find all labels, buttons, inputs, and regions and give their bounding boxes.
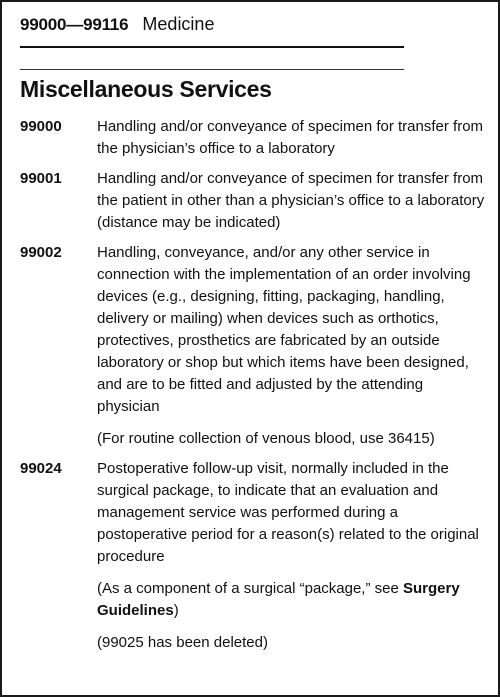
guidelines-reference: Surgery Guidelines — [97, 580, 460, 619]
code-entry-99000 — [20, 116, 486, 160]
code-range: 99000—99116 — [20, 15, 129, 34]
running-head — [20, 12, 214, 37]
procedure-code: 99001 — [20, 170, 62, 187]
note-suffix: ) — [173, 602, 179, 619]
coding-note — [97, 578, 486, 622]
description-text: Handling and/or conveyance of specimen for transfer from the physician’s office to a laboratory — [97, 118, 484, 157]
description-text: Handling and/or conveyance of specimen for transfer from the patient in other than a physician’s office to a laboratory (distance may be indicated) — [97, 170, 485, 231]
section-title: Miscellaneous Services — [20, 76, 272, 102]
coding-note: (For routine collection of venous blood, use 36415) — [97, 430, 435, 447]
description-text: Postoperative follow-up visit, normally included in the surgical package, to indicate that an evaluation and management service was performed during a postoperative period for a reason(s) related to the original procedure — [97, 460, 479, 565]
procedure-code: 99002 — [20, 244, 62, 261]
procedure-code: 99000 — [20, 118, 62, 135]
procedure-description — [97, 168, 486, 234]
deleted-code-note: (99025 has been deleted) — [97, 634, 268, 651]
section-rule — [20, 69, 404, 70]
note-prefix: (As a component of a surgical “package,” see — [97, 580, 403, 597]
chapter-title: Medicine — [142, 14, 215, 34]
procedure-description — [97, 458, 486, 654]
code-entry-99001 — [20, 168, 486, 234]
procedure-description — [97, 116, 486, 160]
code-entry-99002 — [20, 242, 486, 450]
header-rule — [20, 46, 404, 48]
code-entries — [20, 116, 486, 662]
code-entry-99024 — [20, 458, 486, 654]
procedure-code: 99024 — [20, 460, 62, 477]
procedure-description — [97, 242, 486, 450]
description-text: Handling, conveyance, and/or any other service in connection with the implementation of an order involving devices (e.g., designing, fitting, packaging, handling, delivery or mailing) when devices such as orthotics, protectives, prosthetics are fabricated by an outside laboratory or shop but which items have been designed, and are to be fitted and adjusted by the attending physician — [97, 244, 471, 415]
